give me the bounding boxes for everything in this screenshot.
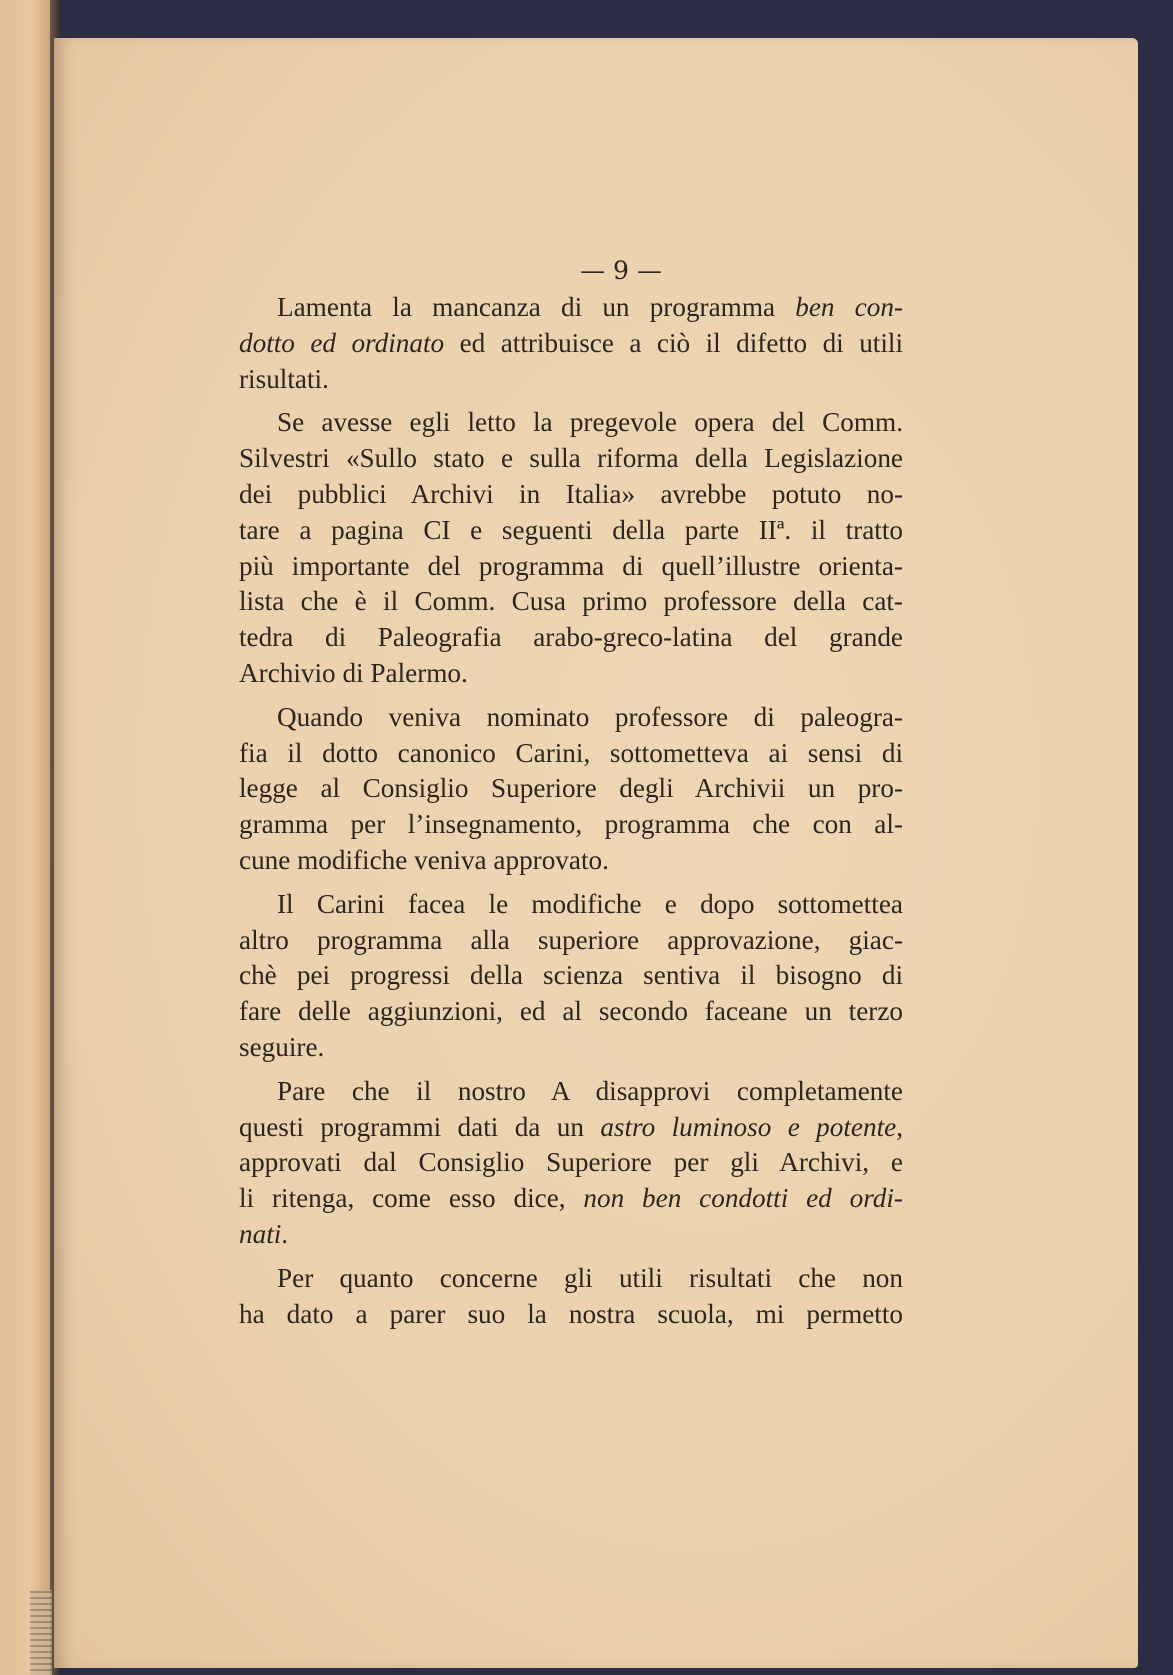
previous-page-edge xyxy=(0,0,56,1675)
text-line xyxy=(239,620,903,656)
text-run: chè pei progressi della scienza sentiva il bisogno di xyxy=(239,960,903,991)
text-line xyxy=(239,549,903,585)
text-line xyxy=(239,771,903,807)
text-run: risultati. xyxy=(239,363,329,394)
text-line xyxy=(239,441,903,477)
text-run: lista che è il Comm. Cusa primo professore della cat- xyxy=(239,586,903,617)
text-line xyxy=(239,656,903,692)
text-run: cune modifiche veniva approvato. xyxy=(239,844,609,875)
text-line xyxy=(239,405,903,441)
text-run: questi programmi dati da un xyxy=(239,1111,601,1142)
text-run: nati xyxy=(239,1218,282,1249)
text-run: Per quanto concerne gli utili risultati che non xyxy=(277,1262,903,1293)
text-line xyxy=(239,1181,903,1217)
text-run: approvati dal Consiglio Superiore per gli Archivi, e xyxy=(239,1147,903,1178)
text-run: astro luminoso e potente xyxy=(600,1111,897,1142)
page-number: — 9 — xyxy=(580,256,662,285)
text-line xyxy=(239,1074,903,1110)
text-line xyxy=(239,958,903,994)
text-run: . xyxy=(281,1218,289,1249)
text-line xyxy=(239,1030,903,1066)
text-line xyxy=(239,923,903,959)
text-run: Quando veniva nominato professore di paleogra- xyxy=(277,701,903,732)
text-run: Lamenta la mancanza di un programma xyxy=(277,292,796,322)
text-run: non ben condotti ed ordi- xyxy=(583,1183,903,1214)
text-run: ed attribuisce a ciò il difetto di utili xyxy=(444,327,903,358)
text-run: Il Carini facea le modifiche e dopo sottomettea xyxy=(277,888,903,919)
text-line xyxy=(239,887,903,923)
body-text xyxy=(239,290,903,1332)
text-run: legge al Consiglio Superiore degli Archivii un pro- xyxy=(239,773,903,804)
text-run: più importante del programma di quell’illustre orienta- xyxy=(239,550,903,581)
text-line xyxy=(239,1217,903,1253)
text-run: gramma per l’insegnamento, programma che con al- xyxy=(239,809,903,840)
text-run: ha dato a parer suo la nostra scuola, mi permetto xyxy=(239,1298,903,1329)
text-run: Archivio di Palermo. xyxy=(239,657,468,688)
text-run: , xyxy=(896,1111,903,1142)
text-run: tare a pagina CI e seguenti della parte IIª. il tratto xyxy=(239,514,903,545)
book-page xyxy=(54,38,1138,1668)
text-run: dotto ed ordinato xyxy=(239,327,445,358)
text-run: fare delle aggiunzioni, ed al secondo faceane un terzo xyxy=(239,996,903,1027)
text-run: fia il dotto canonico Carini, sottometteva ai sensi di xyxy=(239,737,903,768)
text-run: tedra di Paleografia arabo-greco-latina del grande xyxy=(239,622,903,653)
text-run: Se avesse egli letto la pregevole opera del Comm. xyxy=(277,407,903,438)
text-run: li ritenga, come esso dice, xyxy=(239,1183,584,1214)
text-line xyxy=(239,513,903,549)
text-line xyxy=(239,700,903,736)
binding-thread xyxy=(30,1590,52,1675)
text-line xyxy=(239,1261,903,1297)
text-run: Silvestri «Sullo stato e sulla riforma della Legislazione xyxy=(239,443,903,474)
text-line xyxy=(239,1145,903,1181)
text-line xyxy=(239,290,903,326)
text-line xyxy=(239,1297,903,1333)
text-run: seguire. xyxy=(239,1031,325,1062)
text-line xyxy=(239,736,903,772)
text-run: altro programma alla superiore approvazione, giac- xyxy=(239,924,903,955)
text-line xyxy=(239,362,903,398)
text-run: ben con- xyxy=(795,292,903,322)
text-line xyxy=(239,477,903,513)
text-line xyxy=(239,807,903,843)
text-line xyxy=(239,1110,903,1146)
text-line xyxy=(239,843,903,879)
text-line xyxy=(239,994,903,1030)
text-run: Pare che il nostro A disapprovi completamente xyxy=(277,1075,903,1106)
text-run: dei pubblici Archivi in Italia» avrebbe potuto no- xyxy=(239,478,903,509)
text-line xyxy=(239,584,903,620)
text-line xyxy=(239,326,903,362)
